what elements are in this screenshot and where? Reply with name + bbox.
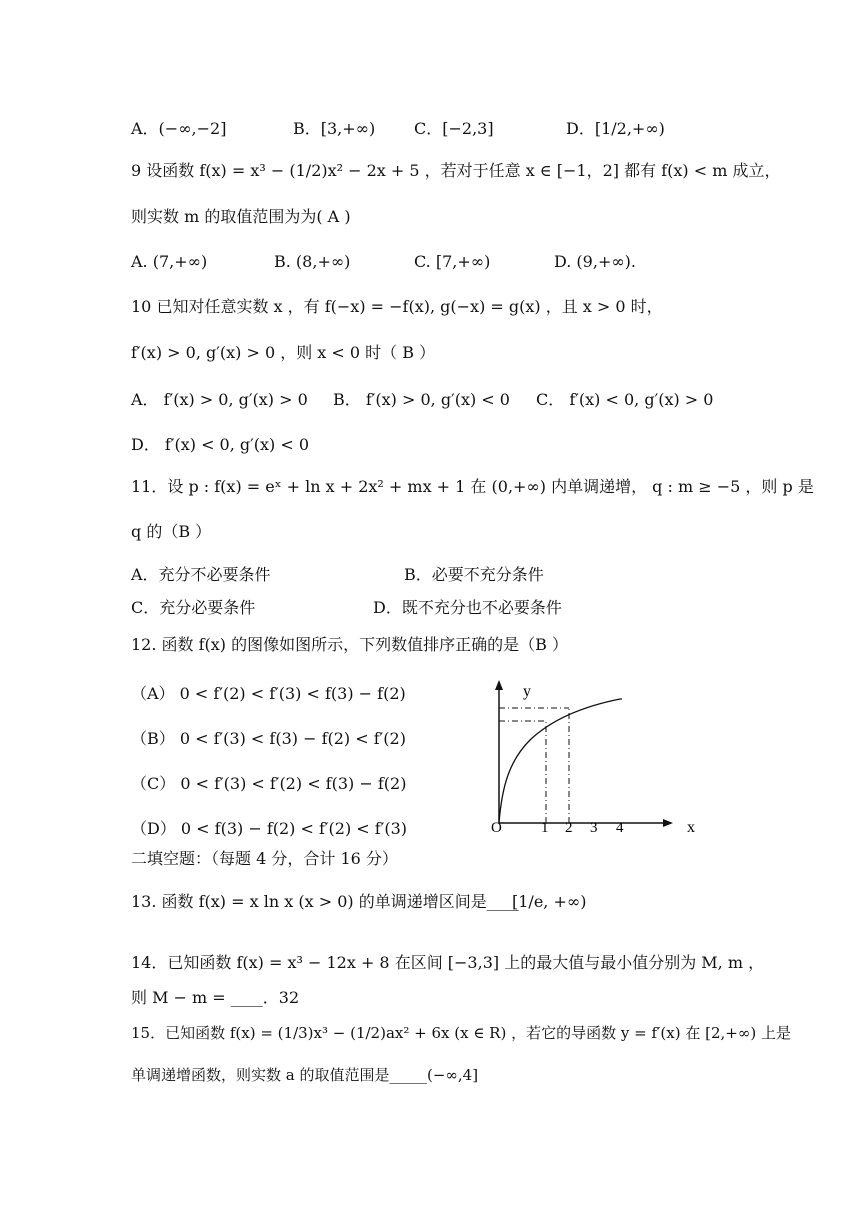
q9-option-d: D. (9,+∞). (554, 252, 636, 271)
origin-label: O (491, 820, 502, 836)
q9-stem-2: 则实数 m 的取值范围为为( A ) (131, 207, 351, 226)
q14-stem: 14．已知函数 f(x) = x³ − 12x + 8 在区间 [−3,3] 上的最大值与最小值分别为 M, m ， (131, 953, 765, 972)
q10-stem-2: f′(x) > 0, g′(x) > 0 ，则 x < 0 时（ B ） (131, 343, 436, 362)
q11-option-a: A．充分不必要条件 (131, 565, 271, 584)
q13-answer: [1/e, +∞) (512, 892, 587, 911)
q11-stem-2: q 的（B ） (131, 522, 212, 541)
q11-option-c: C．充分必要条件 (131, 598, 256, 617)
q15-stem-2: 单调递增函数，则实数 a 的取值范围是_____(−∞,4] (131, 1066, 479, 1084)
q11-stem: 11．设 p : f(x) = eˣ + ln x + 2x² + mx + 1 在 (0,+∞) 内单调递增， q : m ≥ −5 ，则 p 是 (131, 477, 814, 496)
q14-stem-2: 则 M − m = ____．32 (131, 988, 300, 1007)
q10-option-a: A． f′(x) > 0, g′(x) > 0 (131, 390, 308, 409)
q9-option-c: C. [7,+∞) (414, 252, 491, 271)
q9-stem: 9 设函数 f(x) = x³ − (1/2)x² − 2x + 5 ，若对于任意 x ∈ [−1，2] 都有 f(x) < m 成立， (131, 161, 781, 180)
q11-option-b: B．必要不充分条件 (404, 565, 544, 584)
section-2-heading: 二填空题：（每题 4 分，合计 16 分） (131, 849, 398, 868)
q12-option-c: （C） 0 < f′(3) < f′(2) < f(3) − f(2) (131, 774, 407, 793)
q12-option-a: （A） 0 < f′(2) < f′(3) < f(3) − f(2) (131, 684, 406, 703)
tick-label-1: 1 (541, 820, 549, 836)
q11-option-d: D．既不充分也不必要条件 (373, 598, 562, 617)
y-axis-label: y (523, 683, 531, 700)
q9-option-a: A. (7,+∞) (131, 252, 208, 271)
q10-option-c: C． f′(x) < 0, g′(x) > 0 (536, 390, 714, 409)
q9-option-b: B. (8,+∞) (274, 252, 351, 271)
x-axis-arrow (663, 819, 673, 827)
q12-function-graph (470, 675, 710, 845)
y-axis-arrow (495, 680, 503, 690)
q10-option-d: D． f′(x) < 0, g′(x) < 0 (131, 435, 310, 454)
q8-option-b: B．[3,+∞) (293, 119, 376, 138)
q13-stem: 13. 函数 f(x) = x ln x (x > 0) 的单调递增区间是____ (131, 892, 519, 911)
tick-label-3: 3 (590, 820, 598, 836)
q8-option-c: C．[−2,3] (414, 119, 494, 138)
tick-label-4: 4 (616, 820, 624, 836)
q15-stem: 15．已知函数 f(x) = (1/3)x³ − (1/2)ax² + 6x (x ∈ R) ，若它的导函数 y = f′(x) 在 [2,+∞) 上是 (131, 1024, 791, 1042)
q12-stem: 12. 函数 f(x) 的图像如图所示，下列数值排序正确的是（B ） (131, 635, 568, 654)
q10-option-b: B． f′(x) > 0, g′(x) < 0 (333, 390, 510, 409)
q10-stem: 10 已知对任意实数 x ，有 f(−x) = −f(x), g(−x) = g(x) ，且 x > 0 时， (131, 297, 663, 316)
tick-label-2: 2 (565, 820, 573, 836)
q8-option-d: D．[1/2,+∞) (566, 119, 665, 138)
q8-option-a: A．(−∞,−2] (131, 119, 227, 138)
q12-option-b: （B） 0 < f′(3) < f(3) − f(2) < f′(2) (131, 729, 406, 748)
x-axis-label: x (687, 819, 695, 836)
q12-option-d: （D） 0 < f(3) − f(2) < f′(2) < f′(3) (131, 819, 408, 838)
function-curve (499, 699, 622, 823)
